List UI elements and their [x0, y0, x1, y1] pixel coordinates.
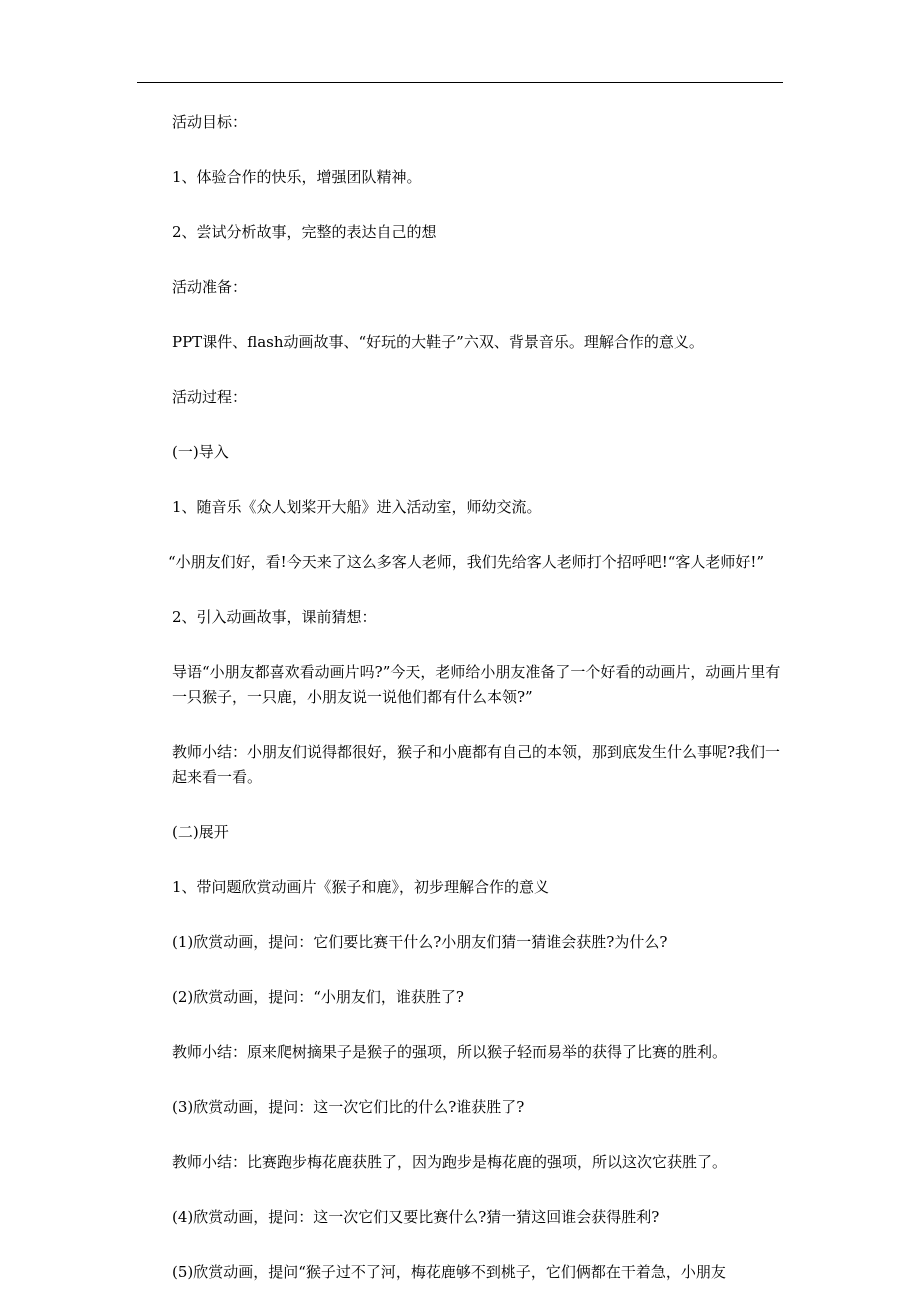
subheading-development: (二)展开 [172, 823, 229, 841]
intro-step-1: 1、随音乐《众人划桨开大船》进入活动室，师幼交流。 [172, 498, 542, 516]
greeting-quote: “小朋友们好，看!今天来了这么多客人老师，我们先给客人老师打个招呼吧!“客人老师好!” [168, 553, 765, 571]
section-heading-preparation: 活动准备： [172, 278, 248, 296]
subheading-intro: (一)导入 [172, 443, 229, 461]
section-heading-goals: 活动目标： [172, 113, 248, 131]
question-3: (3)欣赏动画，提问：这一次它们比的什么?谁获胜了? [172, 1098, 525, 1116]
intro-step-2: 2、引入动画故事，课前猜想： [172, 608, 377, 626]
question-1: (1)欣赏动画，提问：它们要比赛干什么?小朋友们猜一猜谁会获胜?为什么? [172, 933, 668, 951]
document-body [168, 110, 792, 1315]
preparation-text: PPT课件、flash动画故事、“好玩的大鞋子”六双、背景音乐。理解合作的意义。 [172, 333, 704, 351]
lead-in-text: 导语“小朋友都喜欢看动画片吗?”今天，老师给小朋友准备了一个好看的动画片，动画片里有一只猴子，一只鹿，小朋友说一说他们都有什么本领?” [172, 663, 781, 706]
question-4: (4)欣赏动画，提问：这一次它们又要比赛什么?猜一猜这回谁会获得胜利? [172, 1208, 660, 1226]
teacher-summary-1: 教师小结：小朋友们说得都很好，猴子和小鹿都有自己的本领，那到底发生什么事呢?我们一起来看一看。 [172, 743, 781, 786]
question-5: (5)欣赏动画，提问“猴子过不了河，梅花鹿够不到桃子，它们俩都在干着急，小朋友 [172, 1263, 726, 1281]
goal-item-1: 1、体验合作的快乐，增强团队精神。 [172, 168, 422, 186]
development-step-1: 1、带问题欣赏动画片《猴子和鹿》，初步理解合作的意义 [172, 878, 550, 896]
question-2: (2)欣赏动画，提问：“小朋友们，谁获胜了? [172, 988, 464, 1006]
teacher-summary-2: 教师小结：原来爬树摘果子是猴子的强项，所以猴子轻而易举的获得了比赛的胜利。 [172, 1043, 728, 1061]
section-heading-process: 活动过程： [172, 388, 248, 406]
header-rule [137, 82, 783, 83]
goal-item-2: 2、尝试分析故事，完整的表达自己的想 [172, 223, 437, 241]
teacher-summary-3: 教师小结：比赛跑步梅花鹿获胜了，因为跑步是梅花鹿的强项，所以这次它获胜了。 [172, 1153, 728, 1171]
